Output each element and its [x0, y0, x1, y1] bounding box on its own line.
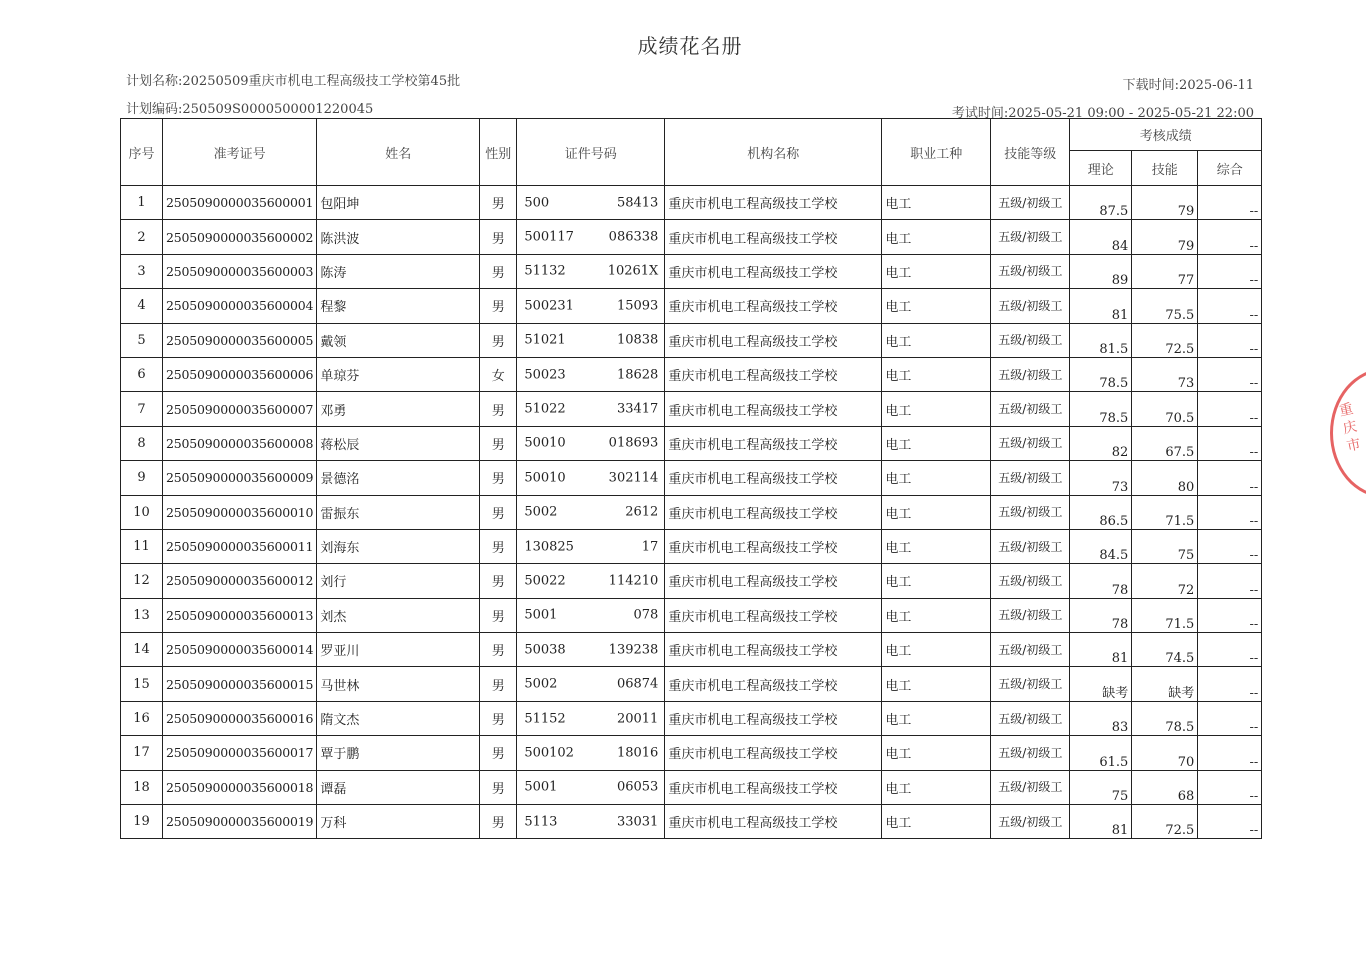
cell-skill: 67.5 [1132, 426, 1198, 460]
id-prefix: 51152 [524, 711, 566, 727]
cell-id [517, 805, 665, 839]
id-prefix: 5002 [524, 676, 558, 692]
cell-ticket: 2505090000035600012 [163, 564, 317, 598]
id-suffix: 15093 [616, 298, 659, 314]
id-suffix: 078 [633, 607, 659, 623]
cell-gender: 男 [480, 564, 517, 598]
cell-id [517, 461, 665, 495]
seal-text: 重庆市 [1337, 401, 1363, 455]
cell-gender: 男 [480, 323, 517, 357]
id-suffix: 086338 [608, 229, 659, 245]
cell-theory: 73 [1070, 461, 1132, 495]
table-row [121, 426, 1262, 460]
id-suffix: 33031 [616, 814, 659, 830]
header-overall: 综合 [1198, 151, 1262, 186]
cell-name: 戴领 [317, 323, 480, 357]
cell-occupation: 电工 [882, 564, 991, 598]
cell-gender: 男 [480, 529, 517, 563]
cell-overall: -- [1198, 770, 1262, 804]
cell-seq: 11 [121, 529, 163, 563]
cell-overall: -- [1198, 186, 1262, 220]
cell-skill: 70.5 [1132, 392, 1198, 426]
cell-name: 程黎 [317, 289, 480, 323]
cell-ticket: 2505090000035600001 [163, 186, 317, 220]
cell-overall: -- [1198, 633, 1262, 667]
id-prefix: 50010 [524, 435, 566, 451]
cell-id [517, 289, 665, 323]
cell-overall: -- [1198, 667, 1262, 701]
plan-name-label: 计划名称: [126, 74, 183, 89]
cell-theory: 78 [1070, 598, 1132, 632]
cell-level: 五级/初级工 [991, 323, 1070, 357]
cell-occupation: 电工 [882, 667, 991, 701]
cell-name: 刘海东 [317, 529, 480, 563]
cell-occupation: 电工 [882, 633, 991, 667]
cell-ticket: 2505090000035600008 [163, 426, 317, 460]
cell-overall: -- [1198, 357, 1262, 391]
cell-occupation: 电工 [882, 220, 991, 254]
cell-gender: 男 [480, 633, 517, 667]
cell-id [517, 220, 665, 254]
cell-overall: -- [1198, 701, 1262, 735]
cell-gender: 男 [480, 805, 517, 839]
cell-theory: 78 [1070, 564, 1132, 598]
table-row [121, 495, 1262, 529]
cell-skill: 77 [1132, 254, 1198, 288]
cell-gender: 男 [480, 186, 517, 220]
cell-overall: -- [1198, 461, 1262, 495]
plan-code-label: 计划编码: [126, 102, 183, 117]
id-prefix: 51022 [524, 401, 566, 417]
cell-theory: 87.5 [1070, 186, 1132, 220]
id-suffix: 06053 [616, 779, 659, 795]
id-prefix: 5001 [524, 779, 558, 795]
id-suffix: 20011 [616, 711, 659, 727]
table-row [121, 701, 1262, 735]
cell-gender: 男 [480, 461, 517, 495]
cell-id [517, 736, 665, 770]
cell-level: 五级/初级工 [991, 426, 1070, 460]
cell-level: 五级/初级工 [991, 564, 1070, 598]
cell-skill: 75.5 [1132, 289, 1198, 323]
cell-gender: 男 [480, 736, 517, 770]
cell-ticket: 2505090000035600011 [163, 529, 317, 563]
cell-level: 五级/初级工 [991, 254, 1070, 288]
cell-occupation: 电工 [882, 392, 991, 426]
cell-level: 五级/初级工 [991, 392, 1070, 426]
cell-gender: 男 [480, 701, 517, 735]
cell-ticket: 2505090000035600013 [163, 598, 317, 632]
cell-occupation: 电工 [882, 805, 991, 839]
cell-name: 蒋松辰 [317, 426, 480, 460]
cell-occupation: 电工 [882, 254, 991, 288]
cell-institution: 重庆市机电工程高级技工学校 [665, 770, 882, 804]
cell-theory: 78.5 [1070, 392, 1132, 426]
cell-seq: 5 [121, 323, 163, 357]
cell-skill: 70 [1132, 736, 1198, 770]
id-prefix: 500 [524, 195, 550, 211]
page-title: 成绩花名册 [637, 34, 743, 58]
cell-gender: 男 [480, 289, 517, 323]
id-prefix: 5113 [524, 814, 558, 830]
download-time-label: 下载时间: [1122, 78, 1180, 93]
header-level: 技能等级 [991, 119, 1070, 186]
id-suffix: 18016 [616, 745, 659, 761]
cell-gender: 男 [480, 598, 517, 632]
cell-name: 谭磊 [317, 770, 480, 804]
cell-gender: 男 [480, 392, 517, 426]
cell-name: 雷振东 [317, 495, 480, 529]
cell-overall: -- [1198, 392, 1262, 426]
cell-level: 五级/初级工 [991, 461, 1070, 495]
cell-theory: 84.5 [1070, 529, 1132, 563]
cell-overall: -- [1198, 805, 1262, 839]
cell-seq: 12 [121, 564, 163, 598]
cell-seq: 1 [121, 186, 163, 220]
cell-name: 邓勇 [317, 392, 480, 426]
id-prefix: 5002 [524, 504, 558, 520]
plan-code-value: 250509S0000500001220045 [182, 102, 374, 117]
cell-occupation: 电工 [882, 461, 991, 495]
cell-overall: -- [1198, 289, 1262, 323]
cell-name: 刘行 [317, 564, 480, 598]
cell-overall: -- [1198, 426, 1262, 460]
cell-institution: 重庆市机电工程高级技工学校 [665, 598, 882, 632]
cell-occupation: 电工 [882, 770, 991, 804]
cell-institution: 重庆市机电工程高级技工学校 [665, 254, 882, 288]
cell-theory: 78.5 [1070, 357, 1132, 391]
cell-id [517, 495, 665, 529]
cell-theory: 61.5 [1070, 736, 1132, 770]
exam-time-label: 考试时间: [951, 106, 1009, 121]
cell-ticket: 2505090000035600016 [163, 701, 317, 735]
id-suffix: 114210 [608, 573, 659, 589]
cell-ticket: 2505090000035600003 [163, 254, 317, 288]
table-row [121, 186, 1262, 220]
cell-seq: 8 [121, 426, 163, 460]
cell-theory: 81.5 [1070, 323, 1132, 357]
cell-name: 罗亚川 [317, 633, 480, 667]
cell-seq: 19 [121, 805, 163, 839]
cell-level: 五级/初级工 [991, 770, 1070, 804]
table-row [121, 736, 1262, 770]
table-row [121, 598, 1262, 632]
exam-time-value: 2025-05-21 09:00 - 2025-05-21 22:00 [1008, 106, 1254, 121]
cell-id [517, 254, 665, 288]
cell-occupation: 电工 [882, 357, 991, 391]
header-seq: 序号 [121, 119, 163, 186]
cell-institution: 重庆市机电工程高级技工学校 [665, 529, 882, 563]
cell-institution: 重庆市机电工程高级技工学校 [665, 667, 882, 701]
cell-level: 五级/初级工 [991, 667, 1070, 701]
cell-overall: -- [1198, 220, 1262, 254]
cell-name: 覃于鹏 [317, 736, 480, 770]
id-prefix: 5001 [524, 607, 558, 623]
cell-institution: 重庆市机电工程高级技工学校 [665, 633, 882, 667]
cell-skill: 68 [1132, 770, 1198, 804]
table-row [121, 667, 1262, 701]
cell-theory: 75 [1070, 770, 1132, 804]
cell-overall: -- [1198, 529, 1262, 563]
table-row [121, 323, 1262, 357]
table-row [121, 564, 1262, 598]
cell-ticket: 2505090000035600010 [163, 495, 317, 529]
cell-level: 五级/初级工 [991, 357, 1070, 391]
cell-seq: 3 [121, 254, 163, 288]
plan-code [126, 98, 373, 117]
id-prefix: 500102 [524, 745, 574, 761]
id-suffix: 06874 [616, 676, 659, 692]
cell-theory: 84 [1070, 220, 1132, 254]
cell-ticket: 2505090000035600006 [163, 357, 317, 391]
id-prefix: 50023 [524, 367, 566, 383]
cell-institution: 重庆市机电工程高级技工学校 [665, 392, 882, 426]
header-ticket: 准考证号 [163, 119, 317, 186]
cell-overall: -- [1198, 736, 1262, 770]
cell-ticket: 2505090000035600015 [163, 667, 317, 701]
cell-seq: 2 [121, 220, 163, 254]
plan-name-value: 20250509重庆市机电工程高级技工学校第45批 [182, 74, 461, 89]
cell-skill: 79 [1132, 186, 1198, 220]
cell-id [517, 770, 665, 804]
cell-id [517, 323, 665, 357]
cell-seq: 16 [121, 701, 163, 735]
official-seal [1330, 368, 1366, 498]
cell-theory: 81 [1070, 289, 1132, 323]
table-row [121, 529, 1262, 563]
cell-level: 五级/初级工 [991, 529, 1070, 563]
table-row [121, 357, 1262, 391]
cell-institution: 重庆市机电工程高级技工学校 [665, 736, 882, 770]
cell-name: 万科 [317, 805, 480, 839]
cell-gender: 男 [480, 426, 517, 460]
cell-id [517, 598, 665, 632]
cell-skill: 71.5 [1132, 598, 1198, 632]
cell-level: 五级/初级工 [991, 633, 1070, 667]
cell-ticket: 2505090000035600019 [163, 805, 317, 839]
cell-seq: 9 [121, 461, 163, 495]
header-scores: 考核成绩 [1070, 119, 1262, 151]
cell-institution: 重庆市机电工程高级技工学校 [665, 289, 882, 323]
cell-theory: 81 [1070, 805, 1132, 839]
cell-seq: 17 [121, 736, 163, 770]
header-skill: 技能 [1132, 151, 1198, 186]
cell-id [517, 529, 665, 563]
cell-ticket: 2505090000035600005 [163, 323, 317, 357]
cell-theory: 缺考 [1070, 667, 1132, 701]
table-row [121, 805, 1262, 839]
cell-skill: 80 [1132, 461, 1198, 495]
cell-institution: 重庆市机电工程高级技工学校 [665, 186, 882, 220]
cell-id [517, 357, 665, 391]
cell-occupation: 电工 [882, 701, 991, 735]
cell-seq: 7 [121, 392, 163, 426]
cell-level: 五级/初级工 [991, 220, 1070, 254]
cell-name: 隋文杰 [317, 701, 480, 735]
cell-gender: 男 [480, 667, 517, 701]
id-suffix: 2612 [625, 504, 659, 520]
cell-gender: 女 [480, 357, 517, 391]
cell-skill: 73 [1132, 357, 1198, 391]
cell-seq: 14 [121, 633, 163, 667]
id-suffix: 10261X [607, 263, 659, 279]
cell-occupation: 电工 [882, 289, 991, 323]
cell-occupation: 电工 [882, 186, 991, 220]
cell-institution: 重庆市机电工程高级技工学校 [665, 323, 882, 357]
table-row [121, 254, 1262, 288]
cell-ticket: 2505090000035600017 [163, 736, 317, 770]
cell-occupation: 电工 [882, 426, 991, 460]
cell-skill: 78.5 [1132, 701, 1198, 735]
cell-skill: 74.5 [1132, 633, 1198, 667]
cell-overall: -- [1198, 495, 1262, 529]
download-time [1123, 74, 1254, 93]
id-suffix: 139238 [608, 642, 659, 658]
cell-level: 五级/初级工 [991, 289, 1070, 323]
cell-overall: -- [1198, 254, 1262, 288]
cell-name: 刘杰 [317, 598, 480, 632]
table-row [121, 770, 1262, 804]
cell-name: 包阳坤 [317, 186, 480, 220]
cell-seq: 15 [121, 667, 163, 701]
table-row [121, 289, 1262, 323]
cell-level: 五级/初级工 [991, 598, 1070, 632]
cell-seq: 18 [121, 770, 163, 804]
id-prefix: 50038 [524, 642, 566, 658]
cell-skill: 缺考 [1132, 667, 1198, 701]
cell-ticket: 2505090000035600004 [163, 289, 317, 323]
cell-skill: 71.5 [1132, 495, 1198, 529]
cell-seq: 10 [121, 495, 163, 529]
table-row [121, 461, 1262, 495]
cell-institution: 重庆市机电工程高级技工学校 [665, 220, 882, 254]
cell-institution: 重庆市机电工程高级技工学校 [665, 495, 882, 529]
cell-id [517, 667, 665, 701]
cell-skill: 75 [1132, 529, 1198, 563]
cell-skill: 72 [1132, 564, 1198, 598]
cell-theory: 89 [1070, 254, 1132, 288]
roster-body [121, 186, 1262, 839]
id-prefix: 500231 [524, 298, 574, 314]
cell-id [517, 392, 665, 426]
table-row [121, 633, 1262, 667]
cell-name: 陈涛 [317, 254, 480, 288]
header-occupation: 职业工种 [882, 119, 991, 186]
cell-level: 五级/初级工 [991, 495, 1070, 529]
cell-name: 景德洺 [317, 461, 480, 495]
cell-institution: 重庆市机电工程高级技工学校 [665, 357, 882, 391]
cell-theory: 81 [1070, 633, 1132, 667]
id-suffix: 58413 [616, 195, 659, 211]
cell-gender: 男 [480, 495, 517, 529]
cell-institution: 重庆市机电工程高级技工学校 [665, 461, 882, 495]
header-theory: 理论 [1070, 151, 1132, 186]
id-suffix: 10838 [616, 332, 659, 348]
id-suffix: 18628 [616, 367, 659, 383]
cell-id [517, 633, 665, 667]
plan-name [126, 70, 460, 89]
cell-id [517, 426, 665, 460]
cell-institution: 重庆市机电工程高级技工学校 [665, 426, 882, 460]
cell-gender: 男 [480, 220, 517, 254]
cell-seq: 6 [121, 357, 163, 391]
id-suffix: 17 [641, 539, 659, 555]
id-prefix: 50010 [524, 470, 566, 486]
header-gender: 性别 [480, 119, 517, 186]
cell-occupation: 电工 [882, 598, 991, 632]
cell-level: 五级/初级工 [991, 701, 1070, 735]
cell-seq: 4 [121, 289, 163, 323]
cell-institution: 重庆市机电工程高级技工学校 [665, 564, 882, 598]
cell-gender: 男 [480, 254, 517, 288]
cell-occupation: 电工 [882, 323, 991, 357]
id-prefix: 51132 [524, 263, 566, 279]
cell-theory: 83 [1070, 701, 1132, 735]
cell-occupation: 电工 [882, 529, 991, 563]
cell-ticket: 2505090000035600014 [163, 633, 317, 667]
cell-theory: 82 [1070, 426, 1132, 460]
cell-ticket: 2505090000035600009 [163, 461, 317, 495]
cell-occupation: 电工 [882, 495, 991, 529]
cell-level: 五级/初级工 [991, 805, 1070, 839]
cell-ticket: 2505090000035600002 [163, 220, 317, 254]
cell-ticket: 2505090000035600007 [163, 392, 317, 426]
cell-name: 陈洪波 [317, 220, 480, 254]
cell-skill: 72.5 [1132, 805, 1198, 839]
id-prefix: 130825 [524, 539, 574, 555]
cell-id [517, 564, 665, 598]
cell-name: 马世林 [317, 667, 480, 701]
header-institution: 机构名称 [665, 119, 882, 186]
score-roster-table [120, 118, 1262, 839]
cell-skill: 79 [1132, 220, 1198, 254]
cell-seq: 13 [121, 598, 163, 632]
cell-skill: 72.5 [1132, 323, 1198, 357]
cell-ticket: 2505090000035600018 [163, 770, 317, 804]
cell-overall: -- [1198, 323, 1262, 357]
cell-overall: -- [1198, 564, 1262, 598]
cell-theory: 86.5 [1070, 495, 1132, 529]
id-prefix: 500117 [524, 229, 574, 245]
cell-name: 单琼芬 [317, 357, 480, 391]
cell-institution: 重庆市机电工程高级技工学校 [665, 805, 882, 839]
cell-id [517, 701, 665, 735]
id-suffix: 018693 [608, 435, 659, 451]
table-row [121, 392, 1262, 426]
id-prefix: 50022 [524, 573, 566, 589]
header-id: 证件号码 [517, 119, 665, 186]
id-suffix: 302114 [608, 470, 659, 486]
id-suffix: 33417 [616, 401, 659, 417]
download-time-value: 2025-06-11 [1179, 78, 1254, 93]
header-name: 姓名 [317, 119, 480, 186]
cell-id [517, 186, 665, 220]
cell-gender: 男 [480, 770, 517, 804]
id-prefix: 51021 [524, 332, 566, 348]
cell-level: 五级/初级工 [991, 736, 1070, 770]
cell-level: 五级/初级工 [991, 186, 1070, 220]
cell-institution: 重庆市机电工程高级技工学校 [665, 701, 882, 735]
table-row [121, 220, 1262, 254]
cell-occupation: 电工 [882, 736, 991, 770]
cell-overall: -- [1198, 598, 1262, 632]
